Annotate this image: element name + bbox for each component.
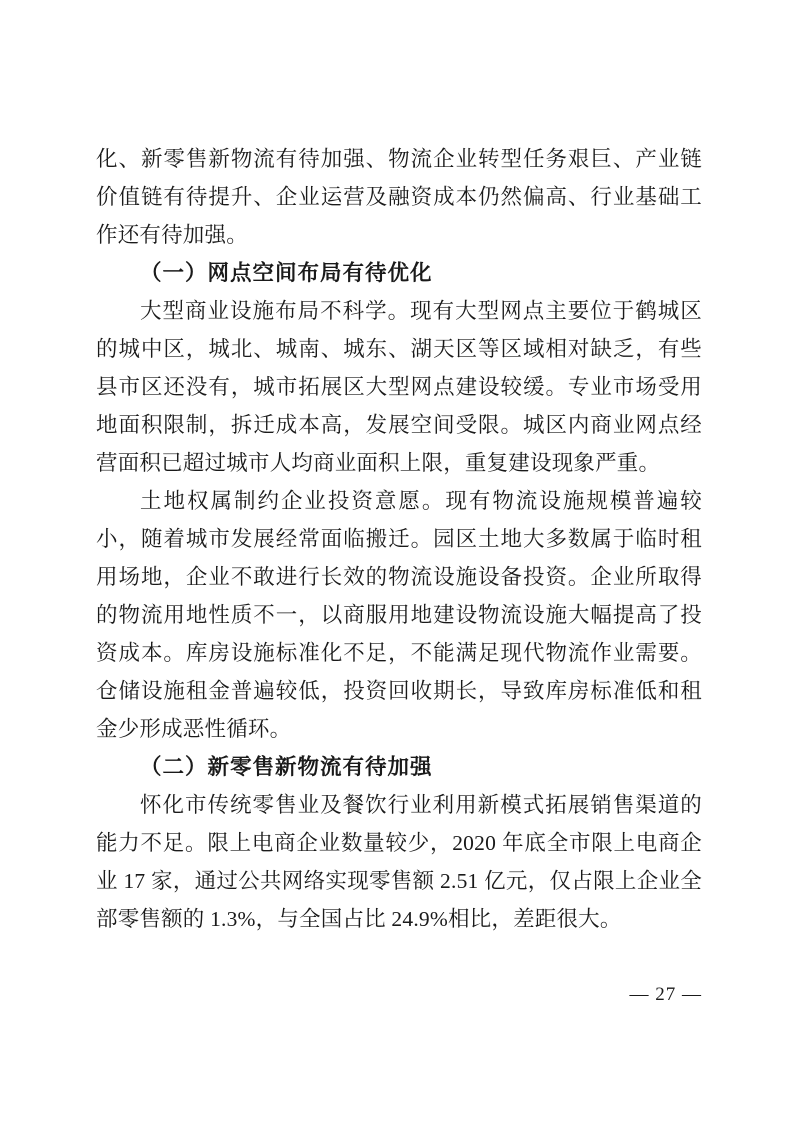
section-heading-1: （一）网点空间布局有待优化 bbox=[140, 261, 433, 285]
paragraph-continuation: 化、新零售新物流有待加强、物流企业转型任务艰巨、产业链价值链有待提升、企业运营及融资成本仍然偏高、行业基础工作还有待加强。 bbox=[96, 147, 702, 247]
paragraph: 怀化市传统零售业及餐饮行业利用新模式拓展销售渠道的能力不足。限上电商企业数量较少，2020 年底全市限上电商企业 17 家，通过公共网络实现零售额 2.51 亿元，仅占限上企业全部零售额的 1.3%，与全国占比 24.9%相比，差距很大。 bbox=[96, 793, 702, 931]
paragraph: 大型商业设施布局不科学。现有大型网点主要位于鹤城区的城中区，城北、城南、城东、湖天区等区域相对缺乏，有些县市区还没有，城市拓展区大型网点建设较缓。专业市场受用地面积限制，拆迁成本高，发展空间受限。城区内商业网点经营面积已超过城市人均商业面积上限，重复建设现象严重。 bbox=[96, 299, 702, 475]
page-number: — 27 — bbox=[629, 984, 702, 1005]
section-heading-2: （二）新零售新物流有待加强 bbox=[140, 755, 433, 779]
document-body bbox=[96, 140, 702, 938]
paragraph: 土地权属制约企业投资意愿。现有物流设施规模普遍较小，随着城市发展经常面临搬迁。园区土地大多数属于临时租用场地，企业不敢进行长效的物流设施设备投资。企业所取得的物流用地性质不一，以商服用地建设物流设施大幅提高了投资成本。库房设施标准化不足，不能满足现代物流作业需要。仓储设施租金普遍较低，投资回收期长，导致库房标准低和租金少形成恶性循环。 bbox=[96, 489, 702, 741]
